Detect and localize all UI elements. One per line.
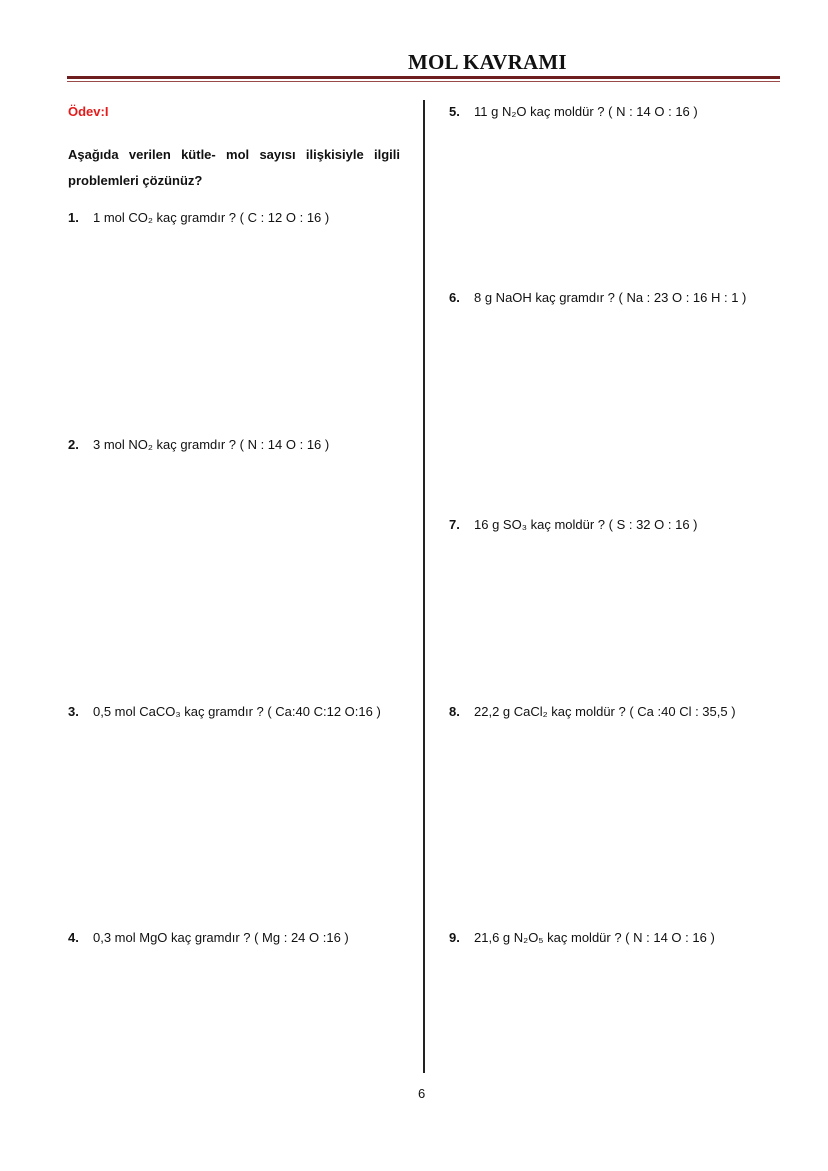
question-text: 3 mol NO₂ kaç gramdır ? ( N : 14 O : 16 ) [93,437,330,452]
question-number: 6. [449,290,460,305]
question-4 [68,930,349,946]
question-6 [449,290,746,306]
question-number: 1. [68,210,79,225]
instructions-text: Aşağıda verilen kütle- mol sayısı ilişkisiyle ilgili problemleri çözünüz? [68,147,400,188]
column-divider [423,100,425,1073]
question-3 [68,704,381,720]
question-text: 22,2 g CaCl₂ kaç moldür ? ( Ca :40 Cl : 35,5 ) [474,704,736,719]
header-rule-thin [67,81,780,82]
question-text: 0,5 mol CaCO₃ kaç gramdır ? ( Ca:40 C:12 O:16 ) [93,704,381,719]
question-number: 2. [68,437,79,452]
question-text: 8 g NaOH kaç gramdır ? ( Na : 23 O : 16 H : 1 ) [474,290,747,305]
question-8 [449,704,736,720]
question-1 [68,210,329,226]
question-text: 1 mol CO₂ kaç gramdır ? ( C : 12 O : 16 ) [93,210,330,225]
question-number: 3. [68,704,79,719]
question-text: 0,3 mol MgO kaç gramdır ? ( Mg : 24 O :16 ) [93,930,349,945]
question-text: 11 g N₂O kaç moldür ? ( N : 14 O : 16 ) [474,104,698,119]
header-rule-thick [67,76,780,79]
question-text: 16 g SO₃ kaç moldür ? ( S : 32 O : 16 ) [474,517,698,532]
question-number: 7. [449,517,460,532]
page-title: MOL KAVRAMI [408,50,567,74]
question-number: 9. [449,930,460,945]
homework-label: Ödev:I [68,104,109,119]
question-5 [449,104,698,120]
question-2 [68,437,329,453]
question-7 [449,517,698,533]
question-number: 4. [68,930,79,945]
question-number: 8. [449,704,460,719]
question-number: 5. [449,104,460,119]
question-9 [449,930,715,946]
question-text: 21,6 g N₂O₅ kaç moldür ? ( N : 14 O : 16 ) [474,930,715,945]
page-number: 6 [418,1086,426,1101]
